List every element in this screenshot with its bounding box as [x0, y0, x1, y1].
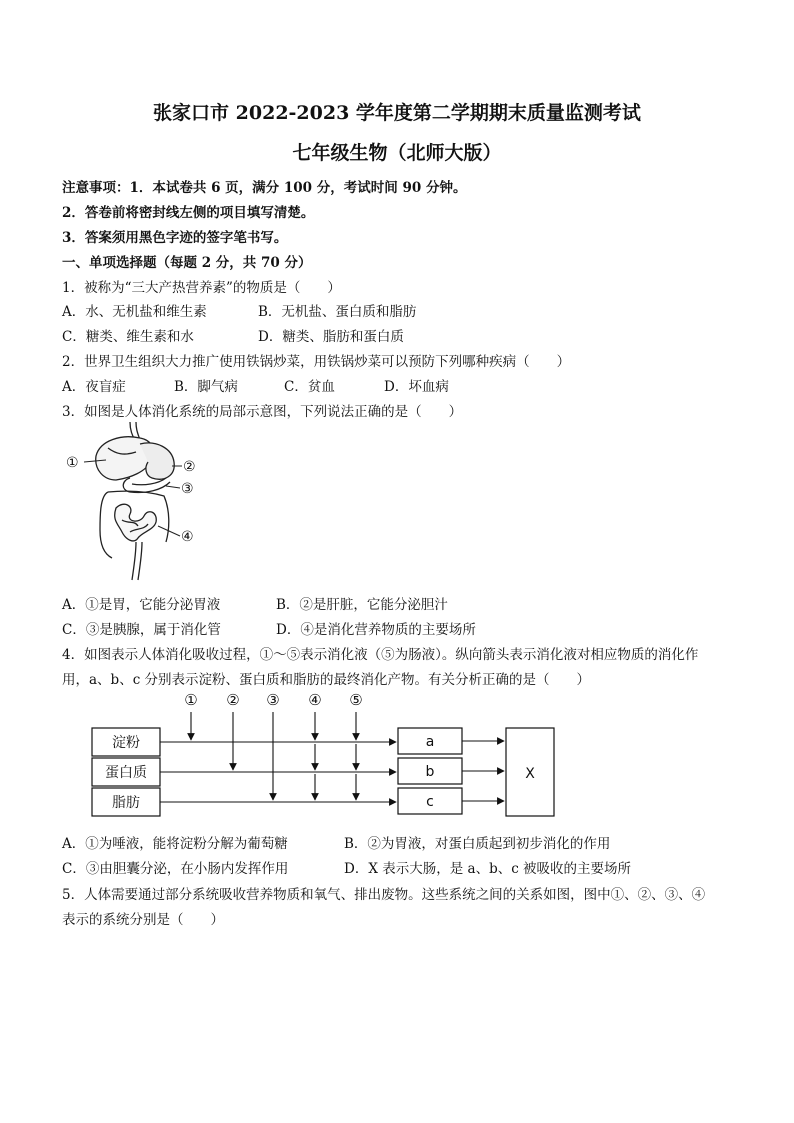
q3-option-c[interactable]: C．③是胰腺，属于消化管 [62, 622, 221, 638]
substance-fat: 脂肪 [112, 795, 140, 811]
organ-x: X [525, 766, 535, 782]
q3-label-1: ① [66, 455, 79, 471]
product-c: c [426, 794, 434, 810]
juice-label-2: ② [226, 691, 240, 709]
q4-stem-line1: 4．如图表示人体消化吸收过程，①～⑤表示消化液（⑤为肠液）。纵向箭头表示消化液对相应物质的消化作 [62, 647, 699, 663]
juice-label-1: ① [184, 691, 198, 709]
q4-option-d[interactable]: D．X 表示大肠，是 a、b、c 被吸收的主要场所 [344, 861, 632, 877]
q4-option-b[interactable]: B．②为胃液，对蛋白质起到初步消化的作用 [344, 836, 611, 852]
substance-starch: 淀粉 [112, 735, 140, 751]
juice-label-5: ⑤ [349, 691, 363, 709]
exam-subtitle: 七年级生物（北师大版） [292, 142, 502, 164]
q2-stem: 2．世界卫生组织大力推广使用铁锅炒菜，用铁锅炒菜可以预防下列哪种疾病（ ） [62, 354, 571, 370]
q3-label-4: ④ [181, 529, 194, 545]
juice-label-3: ③ [266, 691, 280, 709]
q3-option-d[interactable]: D．④是消化营养物质的主要场所 [276, 622, 476, 638]
exam-title: 张家口市 2022-2023 学年度第二学期期末质量监测考试 [153, 102, 641, 124]
q4-option-c[interactable]: C．③由胆囊分泌，在小肠内发挥作用 [62, 861, 289, 877]
note-2: 2．答卷前将密封线左侧的项目填写清楚。 [62, 205, 315, 221]
q2-option-b[interactable]: B．脚气病 [174, 379, 238, 395]
q4-stem-line2: 用，a、b、c 分别表示淀粉、蛋白质和脂肪的最终消化产物。有关分析正确的是（ ） [62, 672, 591, 688]
section-1-title: 一、单项选择题（每题 2 分，共 70 分） [62, 255, 312, 271]
juice-label-4: ④ [308, 691, 322, 709]
note-1: 注意事项：1．本试卷共 6 页，满分 100 分，考试时间 90 分钟。 [62, 180, 467, 196]
q1-option-c[interactable]: C．糖类、维生素和水 [62, 329, 194, 345]
q1-stem: 1．被称为“三大产热营养素”的物质是（ ） [62, 280, 341, 296]
q3-stem: 3．如图是人体消化系统的局部示意图，下列说法正确的是（ ） [62, 404, 463, 420]
q1-option-b[interactable]: B．无机盐、蛋白质和脂肪 [258, 304, 417, 320]
product-b: b [425, 764, 435, 780]
q3-label-3: ③ [181, 481, 194, 497]
q2-option-d[interactable]: D．坏血病 [384, 379, 449, 395]
q5-stem-line1: 5．人体需要通过部分系统吸收营养物质和氧气、排出废物。这些系统之间的关系如图，图中①、②、③、④ [62, 887, 706, 903]
substance-protein: 蛋白质 [105, 765, 147, 781]
q3-option-b[interactable]: B．②是肝脏，它能分泌胆汁 [276, 597, 448, 613]
digestive-system-figure [60, 420, 210, 585]
q2-option-c[interactable]: C．贫血 [284, 379, 335, 395]
q1-option-d[interactable]: D．糖类、脂肪和蛋白质 [258, 329, 404, 345]
q3-label-2: ② [183, 459, 196, 475]
q1-option-a[interactable]: A．水、无机盐和维生素 [62, 304, 207, 320]
note-3: 3．答案须用黑色字迹的签字笔书写。 [62, 230, 288, 246]
q2-option-a[interactable]: A．夜盲症 [62, 379, 126, 395]
product-a: a [425, 734, 435, 750]
q3-option-a[interactable]: A．①是胃，它能分泌胃液 [62, 597, 221, 613]
digestion-absorption-diagram [88, 688, 558, 822]
q5-stem-line2: 表示的系统分别是（ ） [62, 912, 224, 928]
q4-option-a[interactable]: A．①为唾液，能将淀粉分解为葡萄糖 [62, 836, 288, 852]
